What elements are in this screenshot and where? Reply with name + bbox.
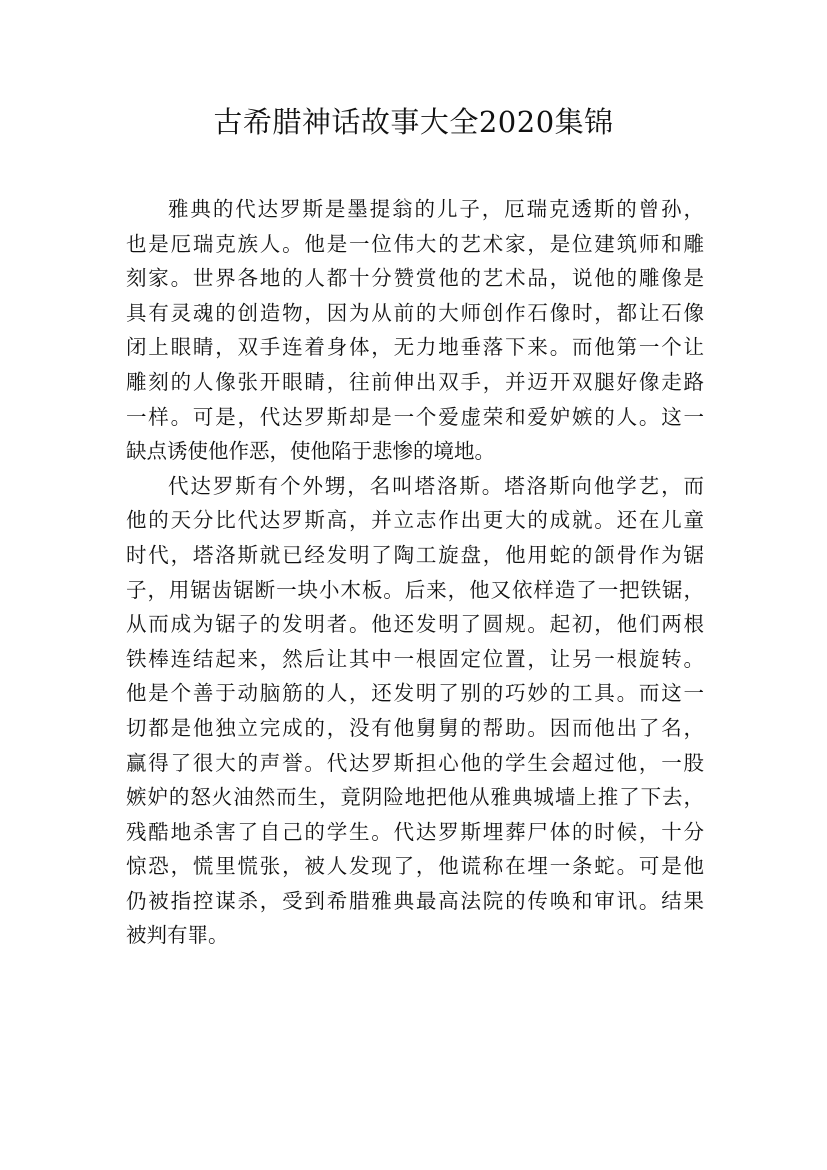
- paragraph-1: [126, 192, 704, 469]
- text-line: 雕刻的人像张开眼睛，往前伸出双手，并迈开双腿好像走路: [126, 369, 704, 394]
- text-line: 嫉妒的怒火油然而生，竟阴险地把他从雅典城墙上推了下去，: [126, 785, 704, 810]
- text-line: 缺点诱使他作恶，使他陷于悲惨的境地。: [126, 439, 495, 464]
- text-line: 代达罗斯有个外甥，名叫塔洛斯。塔洛斯向他学艺，而: [168, 473, 704, 498]
- text-line: 他的天分比代达罗斯高，并立志作出更大的成就。还在儿童: [126, 508, 704, 533]
- text-line: 一样。可是，代达罗斯却是一个爱虚荣和爱妒嫉的人。这一: [126, 404, 704, 429]
- text-line: 惊恐，慌里慌张，被人发现了，他谎称在埋一条蛇。可是他: [126, 854, 704, 879]
- text-line: 子，用锯齿锯断一块小木板。后来，他又依样造了一把铁锯，: [126, 577, 704, 602]
- text-line: 赢得了很大的声誉。代达罗斯担心他的学生会超过他，一股: [126, 750, 704, 775]
- text-line: 被判有罪。: [126, 923, 229, 948]
- text-line: 具有灵魂的创造物，因为从前的大师创作石像时，都让石像: [126, 300, 704, 325]
- document-title: 古希腊神话故事大全2020集锦: [213, 105, 614, 139]
- text-line: 残酷地杀害了自己的学生。代达罗斯埋葬尸体的时候，十分: [126, 819, 704, 844]
- document-body: [126, 192, 704, 953]
- text-line: 时代，塔洛斯就已经发明了陶工旋盘，他用蛇的颌骨作为锯: [126, 542, 704, 567]
- text-line: 铁棒连结起来，然后让其中一根固定位置，让另一根旋转。: [126, 646, 704, 671]
- text-line: 刻家。世界各地的人都十分赞赏他的艺术品，说他的雕像是: [126, 266, 704, 291]
- text-line: 雅典的代达罗斯是墨提翁的儿子，厄瑞克透斯的曾孙，: [168, 197, 704, 221]
- text-line: 也是厄瑞克族人。他是一位伟大的艺术家，是位建筑师和雕: [126, 231, 704, 256]
- text-line: 从而成为锯子的发明者。他还发明了圆规。起初，他们两根: [126, 612, 704, 637]
- text-line: 切都是他独立完成的，没有他舅舅的帮助。因而他出了名，: [126, 715, 704, 740]
- text-line: 他是个善于动脑筋的人，还发明了别的巧妙的工具。而这一: [126, 681, 704, 706]
- text-line: 仍被指控谋杀，受到希腊雅典最高法院的传唤和审讯。结果: [126, 888, 704, 913]
- text-line: 闭上眼睛，双手连着身体，无力地垂落下来。而他第一个让: [126, 335, 704, 360]
- paragraph-2: [126, 469, 704, 953]
